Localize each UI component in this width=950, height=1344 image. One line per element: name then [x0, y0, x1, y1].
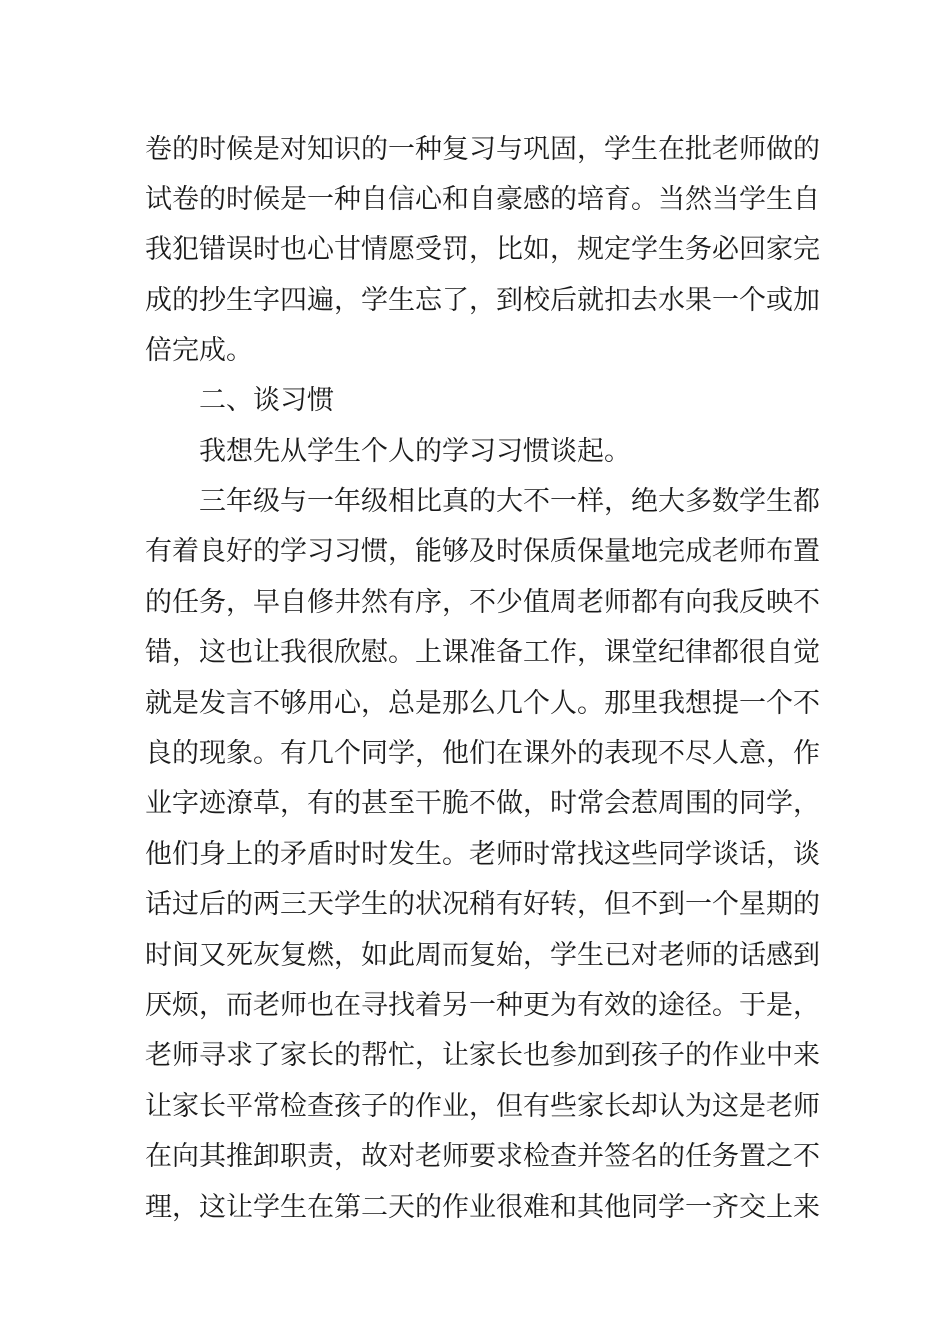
paragraph-line: 的任务，早自修井然有序，不少值周老师都有向我反映不: [145, 587, 820, 618]
paragraph-line: 倍完成。: [145, 335, 253, 366]
paragraph-line: 业字迹潦草，有的甚至干脆不做，时常会惹周围的同学，: [145, 788, 820, 819]
paragraph-line: 我想先从学生个人的学习习惯谈起。: [199, 436, 631, 467]
paragraph-line: 在向其推卸职责，故对老师要求检查并签名的任务置之不: [145, 1141, 820, 1172]
paragraph-line: 让家长平常检查孩子的作业，但有些家长却认为这是老师: [145, 1091, 820, 1122]
paragraph-line: 理，这让学生在第二天的作业很难和其他同学一齐交上来: [145, 1192, 820, 1223]
paragraph-line: 我犯错误时也心甘情愿受罚，比如，规定学生务必回家完: [145, 234, 820, 265]
paragraph-line: 成的抄生字四遍，学生忘了，到校后就扣去水果一个或加: [145, 285, 820, 316]
paragraph-line: 有着良好的学习习惯，能够及时保质保量地完成老师布置: [145, 536, 820, 567]
paragraph-line: 试卷的时候是一种自信心和自豪感的培育。当然当学生自: [145, 184, 820, 215]
paragraph-line: 话过后的两三天学生的状况稍有好转，但不到一个星期的: [145, 889, 820, 920]
paragraph-line: 良的现象。有几个同学，他们在课外的表现不尽人意，作: [145, 738, 820, 769]
section-heading: 二、谈习惯: [199, 385, 334, 416]
paragraph-line: 他们身上的矛盾时时发生。老师时常找这些同学谈话，谈: [145, 839, 820, 870]
paragraph-line: 卷的时候是对知识的一种复习与巩固，学生在批老师做的: [145, 134, 820, 165]
paragraph-line: 就是发言不够用心，总是那么几个人。那里我想提一个不: [145, 688, 820, 719]
paragraph-line: 厌烦，而老师也在寻找着另一种更为有效的途径。于是，: [145, 990, 820, 1021]
paragraph-line: 时间又死灰复燃，如此周而复始，学生已对老师的话感到: [145, 940, 820, 971]
paragraph-line: 三年级与一年级相比真的大不一样，绝大多数学生都: [199, 486, 820, 517]
paragraph-line: 错，这也让我很欣慰。上课准备工作，课堂纪律都很自觉: [145, 637, 820, 668]
paragraph-line: 老师寻求了家长的帮忙，让家长也参加到孩子的作业中来: [145, 1040, 820, 1071]
